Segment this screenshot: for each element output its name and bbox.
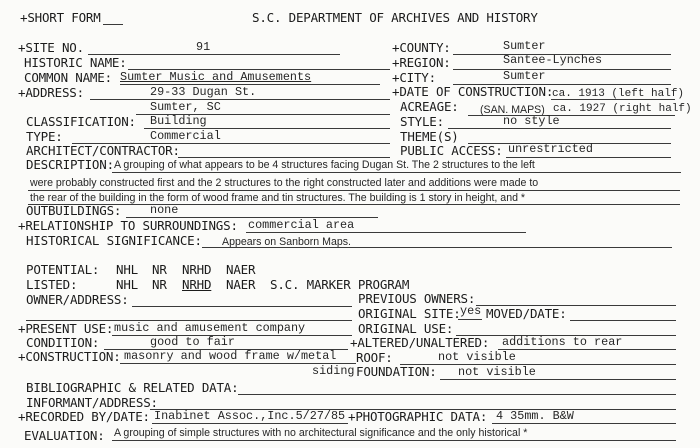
common-name-label: COMMON NAME: bbox=[24, 70, 112, 85]
owner-address-label: OWNER/ADDRESS: bbox=[26, 292, 129, 307]
address-value-2: Sumter, SC bbox=[150, 100, 221, 114]
public-access-line bbox=[506, 157, 671, 158]
relationship-label: +RELATIONSHIP TO SURROUNDINGS: bbox=[18, 218, 238, 233]
region-value: Santee-Lynches bbox=[503, 53, 603, 67]
type-label: TYPE: bbox=[26, 129, 63, 144]
photographic-line bbox=[492, 423, 676, 424]
acreage-line bbox=[468, 115, 675, 116]
listed-option-nrhd: NRHD bbox=[182, 277, 212, 292]
listed-option-nhl: NHL bbox=[116, 277, 138, 292]
altered-label: +ALTERED/UNALTERED: bbox=[350, 335, 490, 350]
region-label: +REGION: bbox=[392, 55, 451, 70]
listed-option-naer: NAER bbox=[226, 277, 256, 292]
address-label: +ADDRESS: bbox=[18, 85, 84, 100]
potential-option-nr: NR bbox=[152, 262, 167, 277]
site-no-value: 91 bbox=[196, 40, 211, 54]
style-label: STYLE: bbox=[400, 114, 444, 129]
listed-option-nr: NR bbox=[152, 277, 167, 292]
architect-line bbox=[178, 157, 390, 158]
foundation-label: FOUNDATION: bbox=[356, 364, 437, 379]
short-form-label: +SHORT FORM bbox=[20, 10, 101, 25]
significance-label: HISTORICAL SIGNIFICANCE: bbox=[26, 233, 202, 248]
condition-label: CONDITION: bbox=[26, 335, 100, 350]
present-use-label: +PRESENT USE: bbox=[18, 321, 114, 336]
roof-line bbox=[400, 364, 676, 365]
recorded-by-line bbox=[152, 423, 348, 424]
county-label: +COUNTY: bbox=[392, 40, 451, 55]
original-site-line bbox=[458, 319, 482, 320]
description-line-1: A grouping of what appears to be 4 structures facing Dugan St. The 2 structures to the left bbox=[114, 159, 535, 171]
condition-value: good to fair bbox=[150, 335, 235, 349]
date-construction-label: +DATE OF CONSTRUCTION: bbox=[392, 84, 554, 99]
relationship-line bbox=[246, 232, 526, 233]
significance-value: Appears on Sanborn Maps. bbox=[222, 236, 351, 248]
city-value: Sumter bbox=[503, 69, 546, 83]
outbuildings-label: OUTBUILDINGS: bbox=[26, 203, 122, 218]
acreage-date: ca. 1927 (right half) bbox=[553, 103, 692, 115]
date-construction-value: ca. 1913 (left half) bbox=[552, 88, 685, 100]
listed-label: LISTED: bbox=[26, 277, 78, 292]
photographic-value: 4 35mm. B&W bbox=[496, 409, 574, 423]
common-name-value: Sumter Music and Amusements bbox=[120, 70, 312, 84]
evaluation-value: A grouping of simple structures with no architectural significance and the only historical * bbox=[114, 427, 528, 439]
description-rule-3 bbox=[28, 204, 680, 205]
present-use-value: music and amusement company bbox=[114, 321, 306, 335]
original-site-label: ORIGINAL SITE: bbox=[358, 306, 461, 321]
public-access-value: unrestricted bbox=[508, 142, 593, 156]
construction-value-2: siding bbox=[312, 364, 355, 378]
description-rule-2 bbox=[28, 190, 680, 191]
style-line bbox=[448, 128, 671, 129]
relationship-value: commercial area bbox=[248, 218, 355, 232]
potential-option-naer: NAER bbox=[226, 262, 256, 277]
public-access-label: PUBLIC ACCESS: bbox=[400, 143, 503, 158]
acreage-source: (SAN. MAPS) bbox=[480, 104, 545, 116]
significance-line bbox=[202, 247, 672, 248]
roof-label: ROOF: bbox=[356, 350, 393, 365]
acreage-label: ACREAGE: bbox=[400, 99, 459, 114]
recorded-by-label: +RECORDED BY/DATE: bbox=[18, 409, 150, 424]
date-construction-line bbox=[551, 99, 675, 100]
bibliographic-label: BIBLIOGRAPHIC & RELATED DATA: bbox=[26, 380, 239, 395]
form-title: S.C. DEPARTMENT OF ARCHIVES AND HISTORY bbox=[252, 10, 538, 25]
outbuildings-value: none bbox=[150, 203, 179, 217]
description-line-3: the rear of the building in the form of wood frame and tin structures. The building is 1 story in height, and * bbox=[30, 192, 526, 204]
description-label: DESCRIPTION: bbox=[26, 157, 114, 172]
moved-date-label: MOVED/DATE: bbox=[486, 306, 567, 321]
evaluation-label: EVALUATION: bbox=[24, 428, 105, 443]
potential-label: POTENTIAL: bbox=[26, 262, 100, 277]
previous-owners-label: PREVIOUS OWNERS: bbox=[358, 291, 476, 306]
evaluation-line bbox=[112, 440, 676, 441]
region-line bbox=[453, 69, 671, 70]
listed-option-marker: S.C. MARKER PROGRAM bbox=[270, 277, 410, 292]
foundation-line bbox=[440, 379, 676, 380]
foundation-value: not visible bbox=[458, 365, 536, 379]
classification-label: CLASSIFICATION: bbox=[26, 114, 136, 129]
address-line-1 bbox=[90, 99, 390, 100]
original-site-value: yes bbox=[460, 304, 482, 318]
original-use-label: ORIGINAL USE: bbox=[358, 321, 454, 336]
moved-date-line bbox=[570, 320, 676, 321]
potential-option-nrhd: NRHD bbox=[182, 262, 212, 277]
construction-value-1: masonry and wood frame w/metal bbox=[124, 349, 337, 363]
site-no-label: +SITE NO. bbox=[18, 40, 84, 55]
classification-value: Building bbox=[150, 114, 207, 128]
description-line-2: were probably constructed first and the 2 structures to the right constructed later and additions were made to bbox=[30, 177, 539, 189]
county-value: Sumter bbox=[503, 39, 546, 53]
informant-label: INFORMANT/ADDRESS: bbox=[26, 395, 158, 410]
architect-label: ARCHITECT/CONTRACTOR: bbox=[26, 143, 180, 158]
potential-option-nhl: NHL bbox=[116, 262, 138, 277]
altered-line bbox=[498, 349, 676, 350]
owner-address-line bbox=[132, 306, 352, 307]
style-value: no style bbox=[503, 114, 560, 128]
historic-name-label: HISTORIC NAME: bbox=[24, 55, 127, 70]
roof-value: not visible bbox=[438, 350, 516, 364]
short-form-line bbox=[103, 24, 123, 25]
photographic-label: +PHOTOGRAPHIC DATA: bbox=[348, 409, 488, 424]
bibliographic-line bbox=[238, 394, 676, 395]
recorded-by-value: Inabinet Assoc.,Inc.5/27/85 bbox=[154, 409, 346, 423]
construction-label: +CONSTRUCTION: bbox=[18, 349, 121, 364]
type-value: Commercial bbox=[150, 129, 221, 143]
address-value-1: 29-33 Dugan St. bbox=[150, 85, 257, 99]
description-rule-1 bbox=[112, 172, 681, 173]
altered-value: additions to rear bbox=[502, 335, 623, 349]
city-label: +CITY: bbox=[392, 70, 436, 85]
themes-label: THEME(S) bbox=[400, 129, 459, 144]
